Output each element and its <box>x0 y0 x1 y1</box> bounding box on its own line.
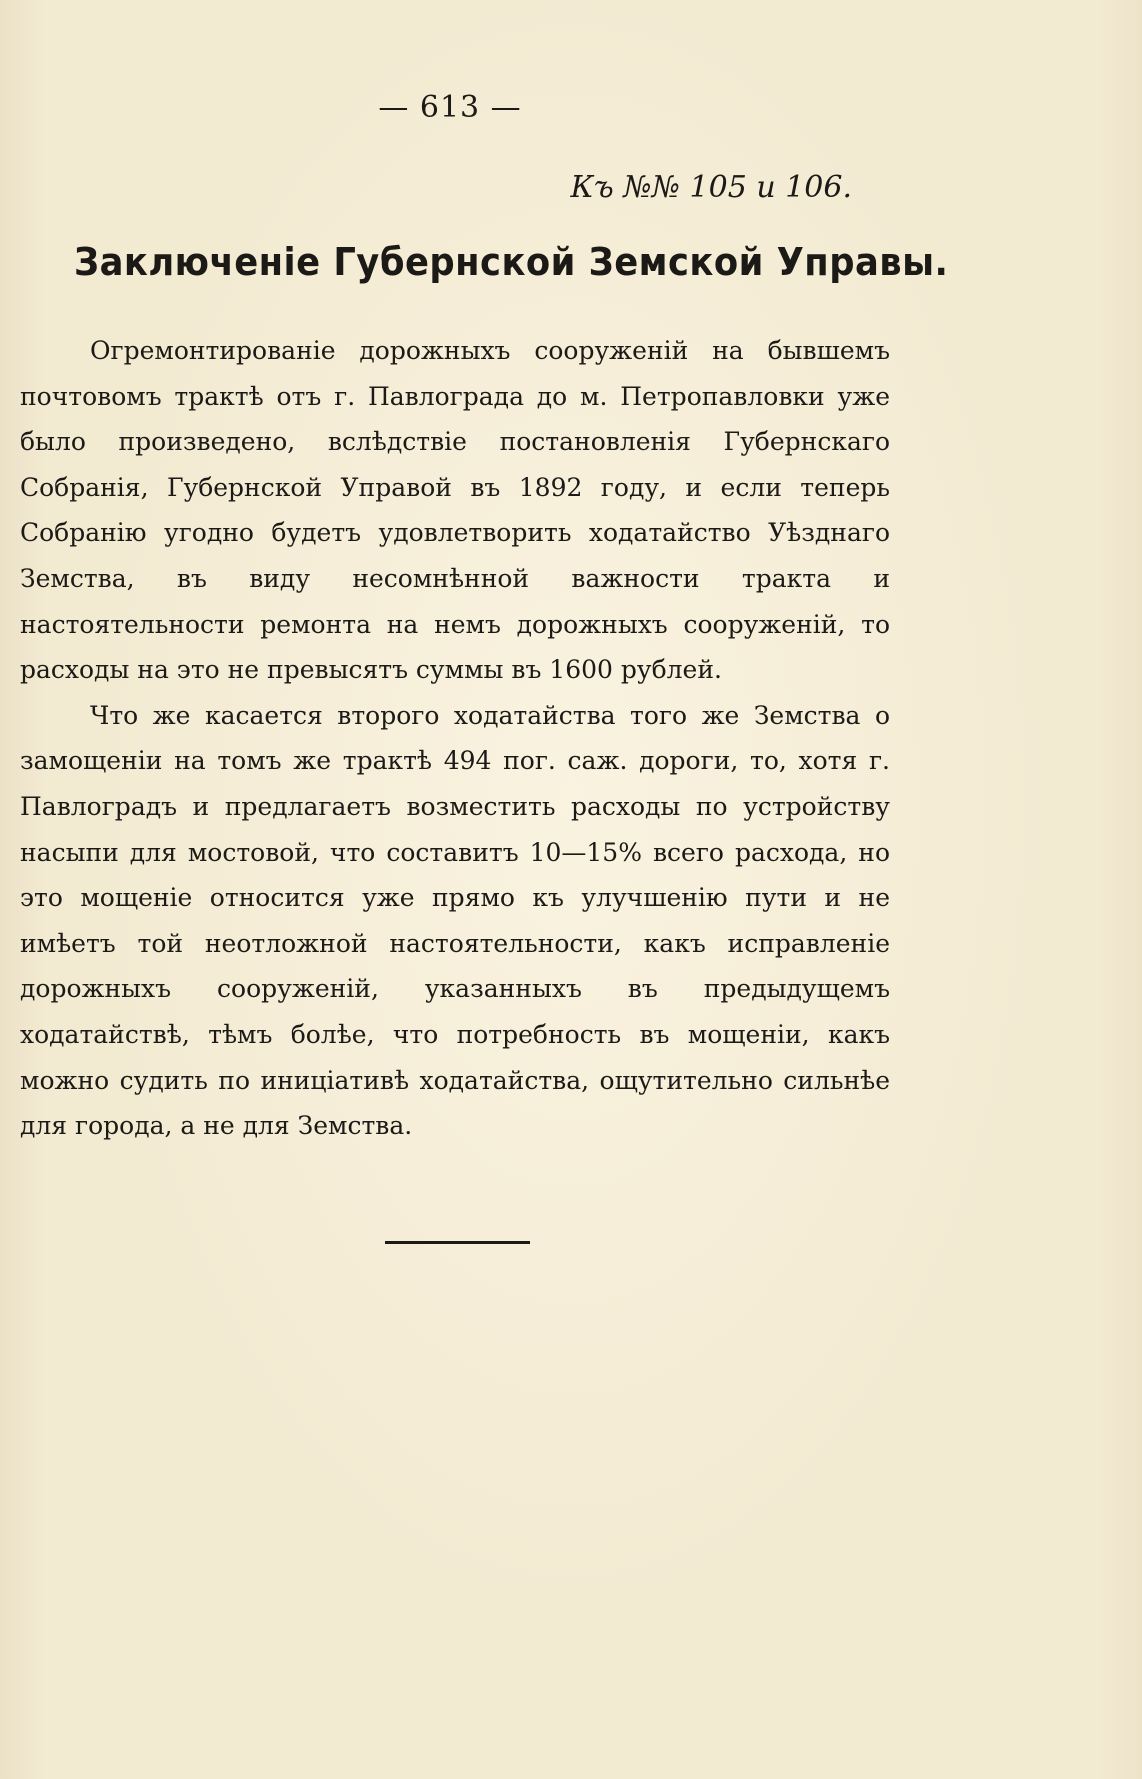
paragraph-2: Что же касается второго ходатайства того же Земства о замощеніи на томъ же трактѣ 494 пог. саж. дороги, то, хотя г. Павлоградъ и предлагаетъ возместить расходы по устройству насыпи для мостовой, что составитъ 10—15% всего расхода, но это мощеніе относится уже прямо къ улучшенію пути и не имѣетъ той неотложной настоятельности, какъ исправленіе дорожныхъ сооруженій, указанныхъ въ предыдущемъ ходатайствѣ, тѣмъ болѣе, что потребность въ мощеніи, какъ можно судить по иниціативѣ ходатайства, ощутительно сильнѣе для города, а не для Земства. <box>20 700 890 1141</box>
section-heading: Заключеніе Губернской Земской Управы. <box>74 240 949 284</box>
body-text <box>20 328 890 1149</box>
page-number: — 613 — <box>378 90 522 125</box>
paragraph-1: Огремонтированіе дорожныхъ сооруженій на бывшемъ почтовомъ трактѣ отъ г. Павлограда до м. Петропавловки уже было произведено, вслѣдствіе постановленія Губернскаго Собранія, Губернской Управой въ 1892 году, и если теперь Собранію угодно будетъ удовлетворить ходатайство Уѣзднаго Земства, въ виду несомнѣнной важности тракта и настоятельности ремонта на немъ дорожныхъ сооруженій, то расходы на это не превысятъ суммы въ 1600 рублей. <box>20 336 890 685</box>
end-rule <box>385 1241 530 1244</box>
reference-number: Къ №№ 105 и 106. <box>570 170 852 205</box>
